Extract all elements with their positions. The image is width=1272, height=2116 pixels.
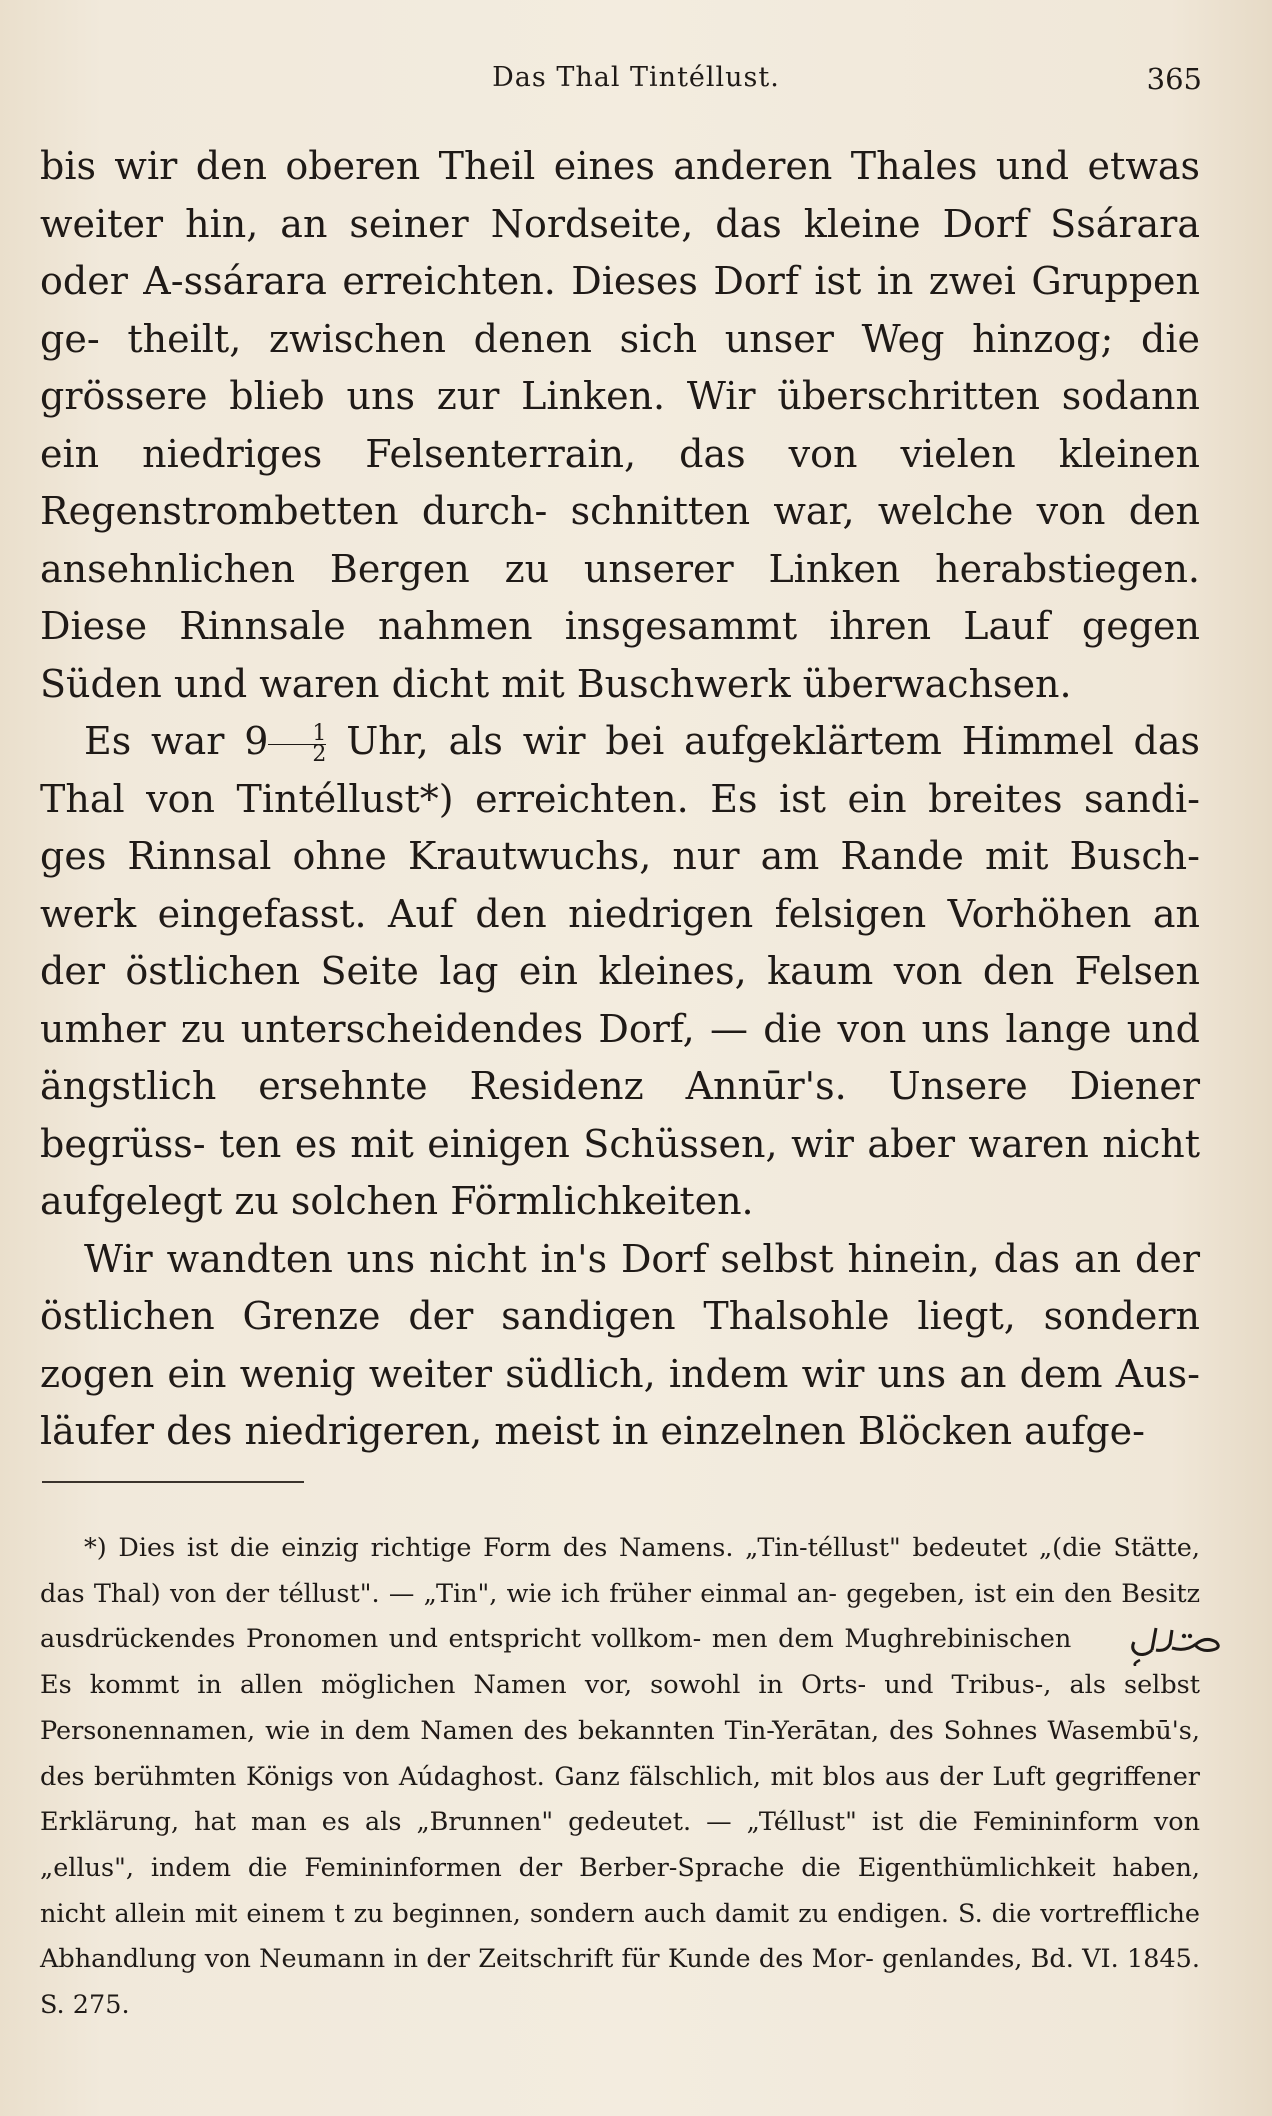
running-title: Das Thal Tintéllust.	[492, 62, 780, 93]
paragraph-2	[40, 713, 1200, 1231]
fraction-denominator: 2	[312, 742, 327, 767]
page-number: 365	[1146, 62, 1202, 96]
arabic-script-image	[1126, 1620, 1236, 1666]
paragraph-3: Wir wandten uns nicht in's Dorf selbst hinein, das an der östlichen Grenze der sandigen Thalsohle liegt, sondern zogen ein wenig weiter südlich, indem wir uns an dem Aus- läufer des niedrigeren, meist in einzelnen Blöcken aufge-	[40, 1236, 1200, 1453]
arabic-word	[1082, 1620, 1192, 1660]
footnote-part-1: *) Dies ist die einzig richtige Form des Namens. „Tin-téllust" bedeutet „(die Stätte, das Thal) von der téllust". — „Tin", wie ich früher einmal an- gegeben, ist ein den Besitz ausdrückendes Pronomen und entspricht vollkom- men dem Mughrebinischen	[40, 1533, 1200, 1655]
paragraph-1: bis wir den oberen Theil eines anderen Thales und etwas weiter hin, an seiner Nordseite, das kleine Dorf Ssárara oder A-ssárara erreichten. Dieses Dorf ist in zwei Gruppen ge- theilt, zwischen denen sich unser Weg hinzog; die grössere blieb uns zur Linken. Wir überschritten sodann ein niedriges Felsenterrain, das von vielen kleinen Regenstrombetten durch- schnitten war, welche von den ansehnlichen Bergen zu unserer Linken herabstiegen. Diese Rinnsale nahmen insgesammt ihren Lauf gegen Süden und waren dicht mit Buschwerk überwachsen.	[40, 144, 1200, 706]
footnote-part-2: . Es kommt in allen möglichen Namen vor, sowohl in Orts- und Tribus-, als selbst Personennamen, wie in dem Namen des bekannten Tin-Yerātan, des Sohnes Wasembū's, des berühmten Königs von Aúdaghost. Ganz fälschlich, mit blos aus der Luft gegriffener Erklärung, hat man es als „Brunnen" gedeutet. — „Téllust" ist die Femininform von „ellus", indem die Femininformen der Berber-Sprache die Eigenthümlichkeit haben, nicht allein mit einem t zu beginnen, sondern auch damit zu endigen. S. die vortreffliche Abhandlung von Neumann in der Zeitschrift für Kunde des Mor- genlandes, Bd. VI. 1845. S. 275.	[40, 1624, 1201, 2021]
footnote-rule	[42, 1481, 304, 1483]
fraction-half	[268, 721, 327, 767]
fraction-numerator: 1	[268, 724, 326, 745]
paragraph-2-start: Es war 9	[84, 719, 269, 763]
main-text	[40, 138, 1200, 1461]
running-head	[0, 62, 1272, 102]
footnote-text	[40, 1526, 1200, 2029]
paragraph-2-rest: Uhr, als wir bei aufgeklärtem Himmel das Thal von Tintéllust*) erreichten. Es ist ein breites sandi- ges Rinnsal ohne Krautwuchs, nur am Rande mit Busch- werk eingefasst. Auf den niedrigen felsigen Vorhöhen an der östlichen Seite lag ein kleines, kaum von den Felsen umher zu unterscheidendes Dorf, — die von uns lange und ängstlich ersehnte Residenz Annūr's. Unsere Diener begrüss- ten es mit einigen Schüssen, wir aber waren nicht aufgelegt zu solchen Förmlichkeiten.	[40, 719, 1201, 1223]
footnote	[40, 1526, 1200, 2029]
